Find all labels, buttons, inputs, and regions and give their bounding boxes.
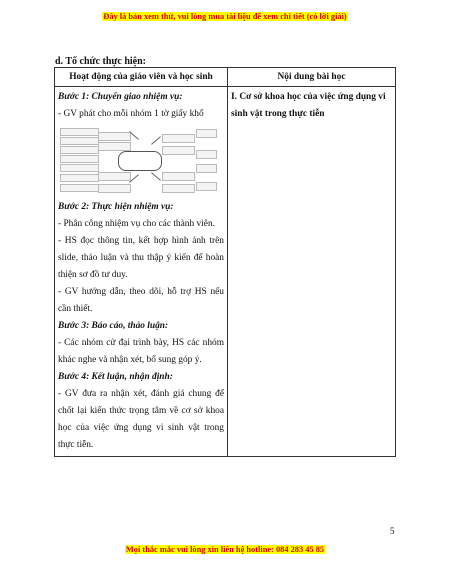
preview-banner: Đây là bản xem thử, vui lòng mua tài liệu để xem chi tiết (có lời giải) xyxy=(103,12,347,21)
content-heading: I. Cơ sở khoa học của việc ứng dụng vi sinh vật trong thực tiễn xyxy=(231,92,386,119)
mindmap-node xyxy=(196,164,217,173)
step2-title: Bước 2: Thực hiện nhiệm vụ: xyxy=(58,202,174,212)
mindmap-node xyxy=(98,172,131,181)
mindmap-node xyxy=(60,128,99,136)
mindmap-node xyxy=(196,129,217,138)
mindmap-node xyxy=(60,164,99,172)
mindmap-node xyxy=(60,174,99,182)
mindmap-image xyxy=(58,124,218,199)
hotline-banner: Mọi thắc mắc vui lòng xin liên hệ hotline: 084 283 45 85 xyxy=(125,545,325,554)
mindmap-connector xyxy=(151,136,161,144)
step4-title: Bước 4: Kết luận, nhận định: xyxy=(58,372,173,382)
mindmap-node xyxy=(60,137,99,145)
mindmap-node xyxy=(60,184,99,192)
mindmap-node xyxy=(98,142,131,151)
mindmap-node xyxy=(162,172,195,181)
step2-item: - HS đọc thông tin, kết hợp hình ảnh trên slide, thảo luận và thu thập ý kiến để hoàn thiện sơ đồ tư duy. xyxy=(58,236,224,280)
mindmap-node xyxy=(162,134,195,143)
table-row xyxy=(55,87,396,457)
page-number: 5 xyxy=(390,526,395,536)
lesson-content xyxy=(228,87,396,457)
mindmap-node xyxy=(98,184,131,193)
step3-item: - Các nhóm cử đại trình bày, HS các nhóm khác nghe và nhận xét, bổ sung góp ý. xyxy=(58,338,224,365)
table-header-row xyxy=(55,68,396,87)
mindmap-node xyxy=(60,155,99,163)
activity-table xyxy=(54,67,396,457)
step2-item: - Phân công nhiệm vụ cho các thành viên. xyxy=(58,219,215,229)
mindmap-center-node xyxy=(118,151,162,171)
step4-item: - GV đưa ra nhận xét, đánh giá chung để chốt lại kiến thức trọng tâm về cơ sở khoa học của việc ứng dụng vi sinh vật trong thực tiễn. xyxy=(58,389,224,450)
mindmap-node xyxy=(162,184,195,193)
step3-title: Bước 3: Báo cáo, thảo luận: xyxy=(58,321,169,331)
step1-title: Bước 1: Chuyển giao nhiệm vụ: xyxy=(58,92,183,102)
teacher-student-activities xyxy=(55,87,228,457)
mindmap-node xyxy=(196,182,217,191)
col2-header: Nội dung bài học xyxy=(228,68,396,87)
mindmap-connector xyxy=(151,172,161,180)
mindmap-node xyxy=(196,150,217,159)
col1-header: Hoạt động của giáo viên và học sinh xyxy=(55,68,228,87)
mindmap-node xyxy=(98,132,131,141)
step1-text: - GV phát cho mỗi nhóm 1 tờ giấy khổ xyxy=(58,109,204,119)
mindmap-node xyxy=(60,146,99,154)
mindmap-node xyxy=(162,146,195,155)
section-title: d. Tổ chức thực hiện: xyxy=(55,56,146,67)
step2-item: - GV hướng dẫn, theo dõi, hỗ trợ HS nếu cần thiết. xyxy=(58,287,224,314)
